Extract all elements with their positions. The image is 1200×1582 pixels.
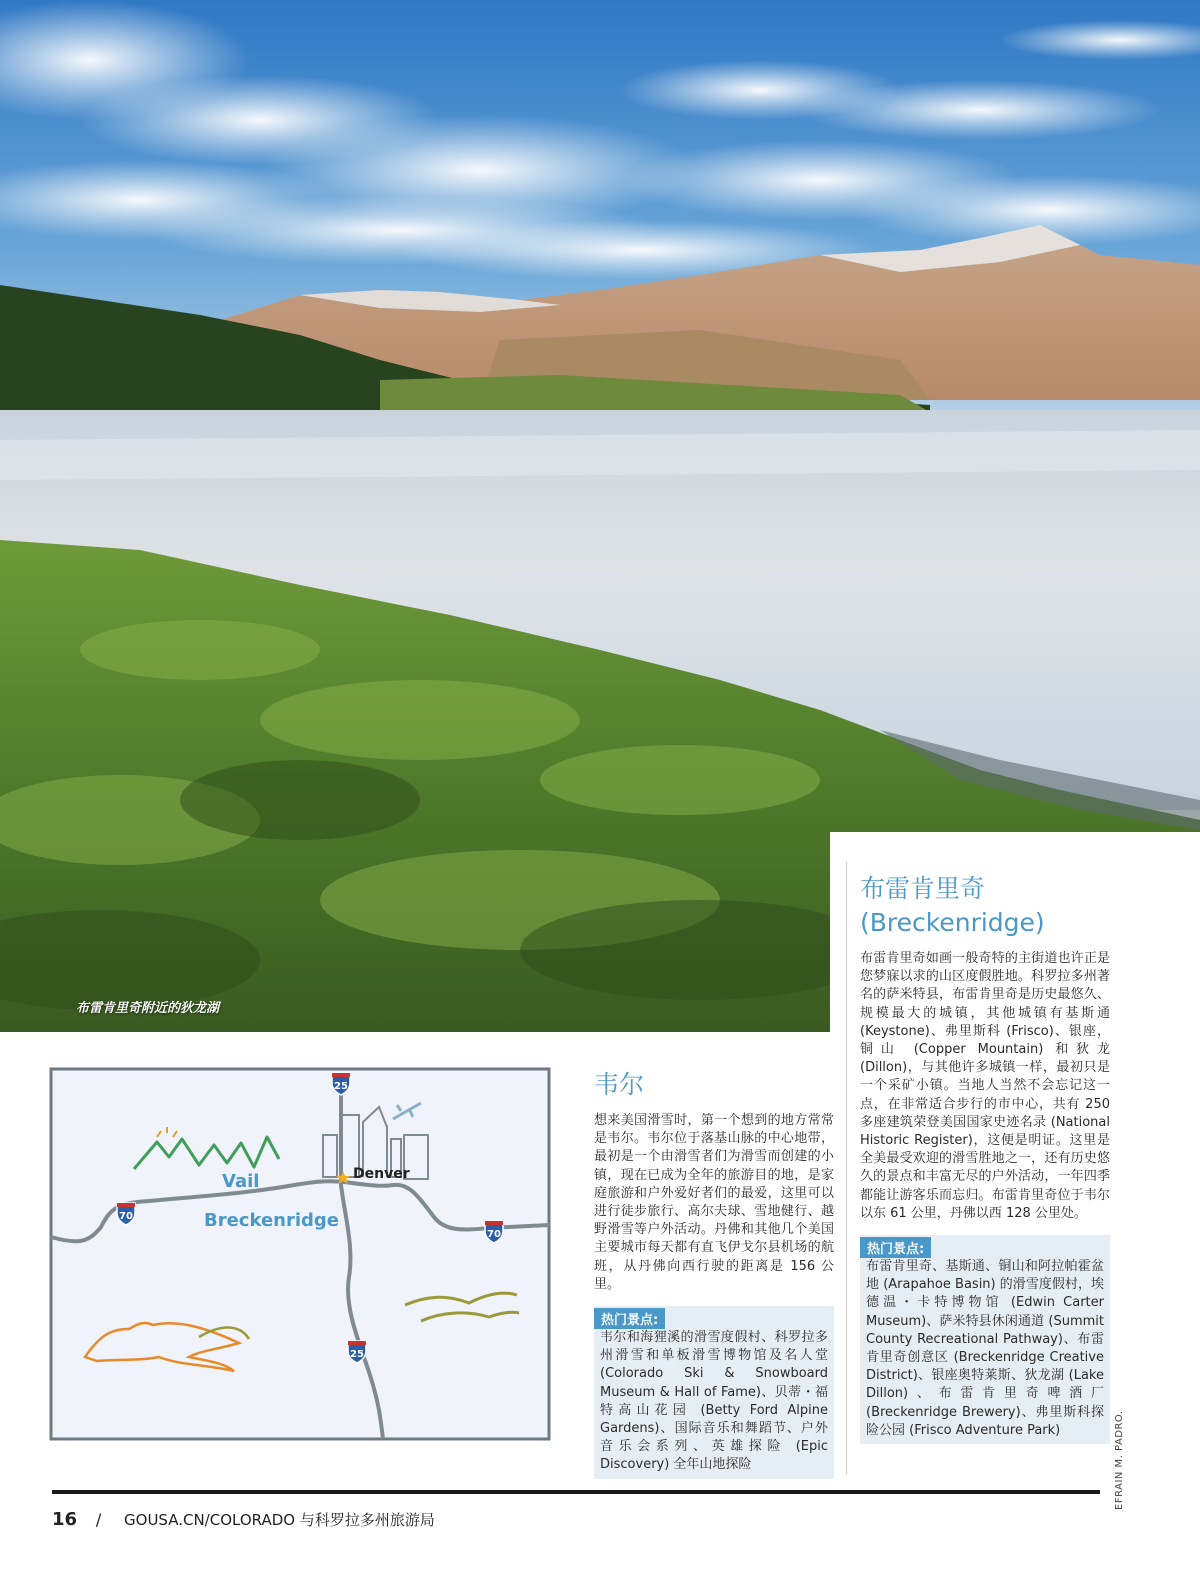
interstate-25-shield-bottom <box>348 1341 366 1363</box>
footer-rule <box>52 1490 1100 1494</box>
footer <box>52 1509 435 1530</box>
vail-section <box>594 1068 834 1479</box>
shield-70-left-label: 70 <box>119 1211 133 1222</box>
interstate-25-shield-top <box>332 1073 350 1095</box>
vail-label: Vail <box>222 1171 260 1192</box>
breckenridge-panel <box>830 832 1200 1492</box>
breckenridge-spots-label: 热门景点: <box>860 1237 931 1258</box>
shield-25-bottom-label: 25 <box>350 1349 364 1360</box>
vail-spots-label: 热门景点: <box>594 1308 665 1329</box>
denver-label: Denver <box>353 1166 410 1182</box>
map-frame <box>51 1069 549 1439</box>
breckenridge-title-en: (Breckenridge) <box>860 908 1045 937</box>
map-drawing <box>49 1067 551 1441</box>
breckenridge-title-zh: 布雷肯里奇 <box>860 874 986 903</box>
colorado-map <box>49 1067 551 1441</box>
breckenridge-title <box>860 872 1110 940</box>
vail-title: 韦尔 <box>594 1070 645 1099</box>
page-number: 16 <box>52 1509 78 1530</box>
shield-70-right-label: 70 <box>487 1229 501 1240</box>
breckenridge-body: 布雷肯里奇如画一般奇特的主街道也许正是您梦寐以求的山区度假胜地。科罗拉多州著名的萨米特县，布雷肯里奇是历史最悠久、规模最大的城镇，其他城镇有基斯通 (Keystone)、弗里斯科 (Frisco)、银座，铜山 (Copper Mountain) 和狄龙 (Dillon)，与其他许多城镇一样，最初只是一个采矿小镇。当地人当然不会忘记这一点，在非常适合步行的市中心，共有 250 多座建筑荣登美国国家史迹名录 (National Historic Register)，这便是明证。这里是全美最受欢迎的滑雪胜地之一，还有历史悠久的景点和丰富无尽的户外活动，一年四季都能让游客乐而忘归。布雷肯里奇位于韦尔以东 61 公里，丹佛以西 128 公里处。 <box>860 951 1110 1221</box>
column-divider <box>846 862 847 1474</box>
breckenridge-label: Breckenridge <box>204 1210 340 1231</box>
photo-credit <box>1114 1410 1128 1520</box>
breckenridge-section <box>860 872 1110 1444</box>
shield-25-top-label: 25 <box>334 1081 348 1092</box>
footer-text: GOUSA.CN/COLORADO 与科罗拉多州旅游局 <box>124 1511 435 1529</box>
breckenridge-spots-box <box>860 1235 1110 1444</box>
vail-spots-box <box>594 1306 834 1479</box>
interstate-70-shield-right <box>485 1221 503 1243</box>
photo-caption: 布雷肯里奇附近的狄龙湖 <box>76 1001 220 1016</box>
vail-spots-text: 韦尔和海狸溪的滑雪度假村、科罗拉多州滑雪和单板滑雪博物馆及名人堂 (Colorado Ski & Snowboard Museum & Hall of Fame)、贝蒂・福特高山花园 (Betty Ford Alpine Gardens)、国际音乐和舞蹈节、户外音乐会系列、英雄探险 (Epic Discovery) 全年山地探险 <box>600 1330 828 1473</box>
footer-slash: / <box>95 1510 102 1529</box>
interstate-70-shield-left <box>117 1203 135 1225</box>
photo-credit-text: EFRAIN M. PADRO. <box>1114 1410 1125 1510</box>
breckenridge-spots-text: 布雷肯里奇、基斯通、铜山和阿拉帕霍盆地 (Arapahoe Basin) 的滑雪度假村，埃德温・卡特博物馆 (Edwin Carter Museum)、萨米特县休闲通道 (Summit County Recreational Pathway)、布雷肯里奇创意区 (Breckenridge Creative District)、银座奥特莱斯、狄龙湖 (Lake Dillon)、布雷肯里奇啤酒厂 (Breckenridge Brewery)、弗里斯科探险公园 (Frisco Adventure Park) <box>866 1259 1104 1438</box>
vail-body: 想来美国滑雪时，第一个想到的地方常常是韦尔。韦尔位于落基山脉的中心地带，最初是一个由滑雪者们为滑雪而创建的小镇，现在已成为全年的旅游目的地，是家庭旅游和户外爱好者们的最爱，这里可以进行徒步旅行、高尔夫球、雪地健行、越野滑雪等户外活动。丹佛和其他几个美国主要城市每天都有直飞伊戈尔县机场的航班，从丹佛向西行驶的距离是 156 公里。 <box>594 1113 834 1292</box>
